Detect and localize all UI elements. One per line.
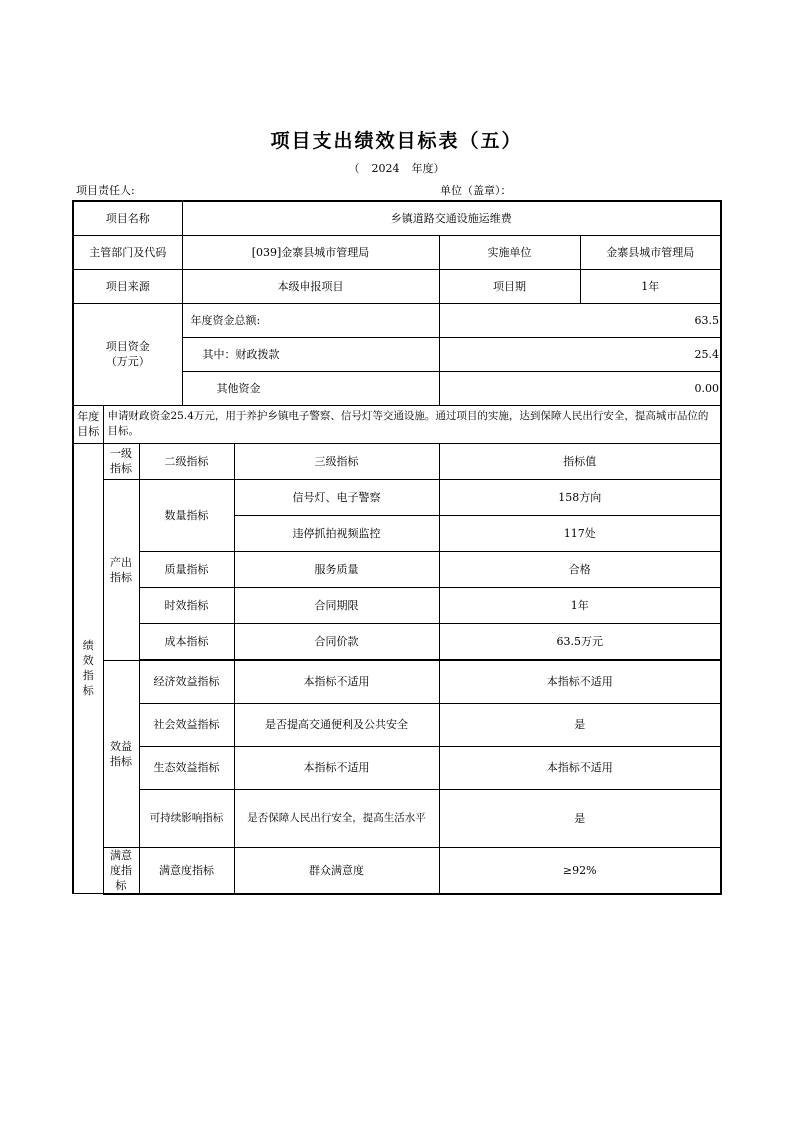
performance-table: [72, 200, 722, 895]
project-name-label: 项目名称: [73, 201, 182, 235]
funds-label: [73, 303, 182, 405]
indicator-l2: 经济效益指标: [139, 660, 234, 703]
funds-total-value: 63.5: [439, 303, 721, 337]
dept-label: 主管部门及代码: [73, 235, 182, 269]
indicator-value: 158方向: [439, 479, 721, 515]
source-label: 项目来源: [73, 269, 182, 303]
indicator-l3: 本指标不适用: [234, 660, 439, 703]
indicator-value: 63.5万元: [439, 623, 721, 659]
level3-header: 三级指标: [234, 443, 439, 479]
indicator-value: ≥92%: [439, 847, 721, 894]
funds-fiscal-value: 25.4: [439, 337, 721, 371]
indicator-l3: 群众满意度: [234, 847, 439, 894]
goal-label-line2: 目标: [77, 425, 100, 438]
indicator-l3: 违停抓拍视频监控: [234, 515, 439, 551]
benefit-label-line: 效益: [110, 739, 132, 753]
satisfaction-label-line: 满意: [110, 848, 132, 862]
dept-value: [039]金寨县城市管理局: [182, 235, 439, 269]
funds-other-value: 0.00: [439, 371, 721, 405]
satisfaction-indicator-label: [103, 847, 139, 894]
indicator-value: 是: [439, 703, 721, 746]
indicator-value: 本指标不适用: [439, 660, 721, 703]
indicator-value: 是: [439, 789, 721, 847]
impl-label: 实施单位: [439, 235, 580, 269]
goal-label: [73, 405, 103, 443]
output-label-line: 指标: [110, 570, 132, 584]
indicator-l3: 服务质量: [234, 551, 439, 587]
indicator-l3: 合同价款: [234, 623, 439, 659]
period-label: 项目期: [439, 269, 580, 303]
period-value: 1年: [580, 269, 721, 303]
indicator-l2: 社会效益指标: [139, 703, 234, 746]
indicator-l2: 数量指标: [139, 479, 234, 551]
funds-fiscal-label: 其中：财政拨款: [182, 337, 439, 371]
goal-text: 申请财政资金25.4万元，用于养护乡镇电子警察、信号灯等交通设施。通过项目的实施，达到保障人民出行安全，提高城市品位的目标。: [103, 405, 721, 443]
indicator-l2: 满意度指标: [139, 847, 234, 894]
indicator-l2: 时效指标: [139, 587, 234, 623]
indicator-value: 117处: [439, 515, 721, 551]
project-name-value: 乡镇道路交通设施运维费: [182, 201, 721, 235]
funds-label-line1: 项目资金: [105, 340, 150, 353]
output-indicator-label: [103, 479, 139, 660]
section-char: 绩: [82, 639, 94, 653]
year-suffix: 年度）: [411, 162, 445, 175]
value-header: 指标值: [439, 443, 721, 479]
level1-header: [103, 443, 139, 479]
source-value: 本级申报项目: [182, 269, 439, 303]
indicator-l3: 是否保障人民出行安全，提高生活水平: [234, 789, 439, 847]
section-char: 标: [82, 684, 94, 698]
level1-header-line: 一级: [110, 447, 132, 460]
section-char: 指: [82, 669, 94, 683]
unit-label: 单位（盖章）：: [440, 184, 512, 197]
indicator-l2: 质量指标: [139, 551, 234, 587]
benefit-label-line: 指标: [110, 754, 132, 768]
benefit-indicator-label: [103, 660, 139, 847]
goal-label-line1: 年度: [77, 410, 100, 423]
funds-total-label: 年度资金总额:: [182, 303, 439, 337]
level2-header: 二级指标: [139, 443, 234, 479]
indicator-value: 本指标不适用: [439, 746, 721, 789]
satisfaction-label-line: 标: [115, 878, 127, 892]
year-value: 2024: [371, 162, 400, 175]
indicator-l3: 信号灯、电子警察: [234, 479, 439, 515]
indicator-l3: 是否提高交通便利及公共安全: [234, 703, 439, 746]
satisfaction-label-line: 度指: [110, 863, 132, 877]
output-label-line: 产出: [110, 555, 132, 569]
indicator-l3: 合同期限: [234, 587, 439, 623]
responsible-label: 项目责任人:: [76, 184, 135, 197]
indicator-l2: 成本指标: [139, 623, 234, 659]
indicator-l2: 可持续影响指标: [139, 789, 234, 847]
indicator-section-label: [73, 443, 103, 894]
page-title: 项目支出绩效目标表（五）: [270, 130, 523, 152]
year-line: [0, 160, 793, 176]
funds-other-label: 其他资金: [182, 371, 439, 405]
indicator-l3: 本指标不适用: [234, 746, 439, 789]
section-char: 效: [82, 654, 94, 668]
year-open: （: [348, 162, 360, 175]
indicator-l2: 生态效益指标: [139, 746, 234, 789]
funds-label-line2: （万元）: [105, 355, 150, 368]
indicator-value: 1年: [439, 587, 721, 623]
indicator-value: 合格: [439, 551, 721, 587]
impl-value: 金寨县城市管理局: [580, 235, 721, 269]
level1-header-line: 指标: [110, 462, 132, 475]
